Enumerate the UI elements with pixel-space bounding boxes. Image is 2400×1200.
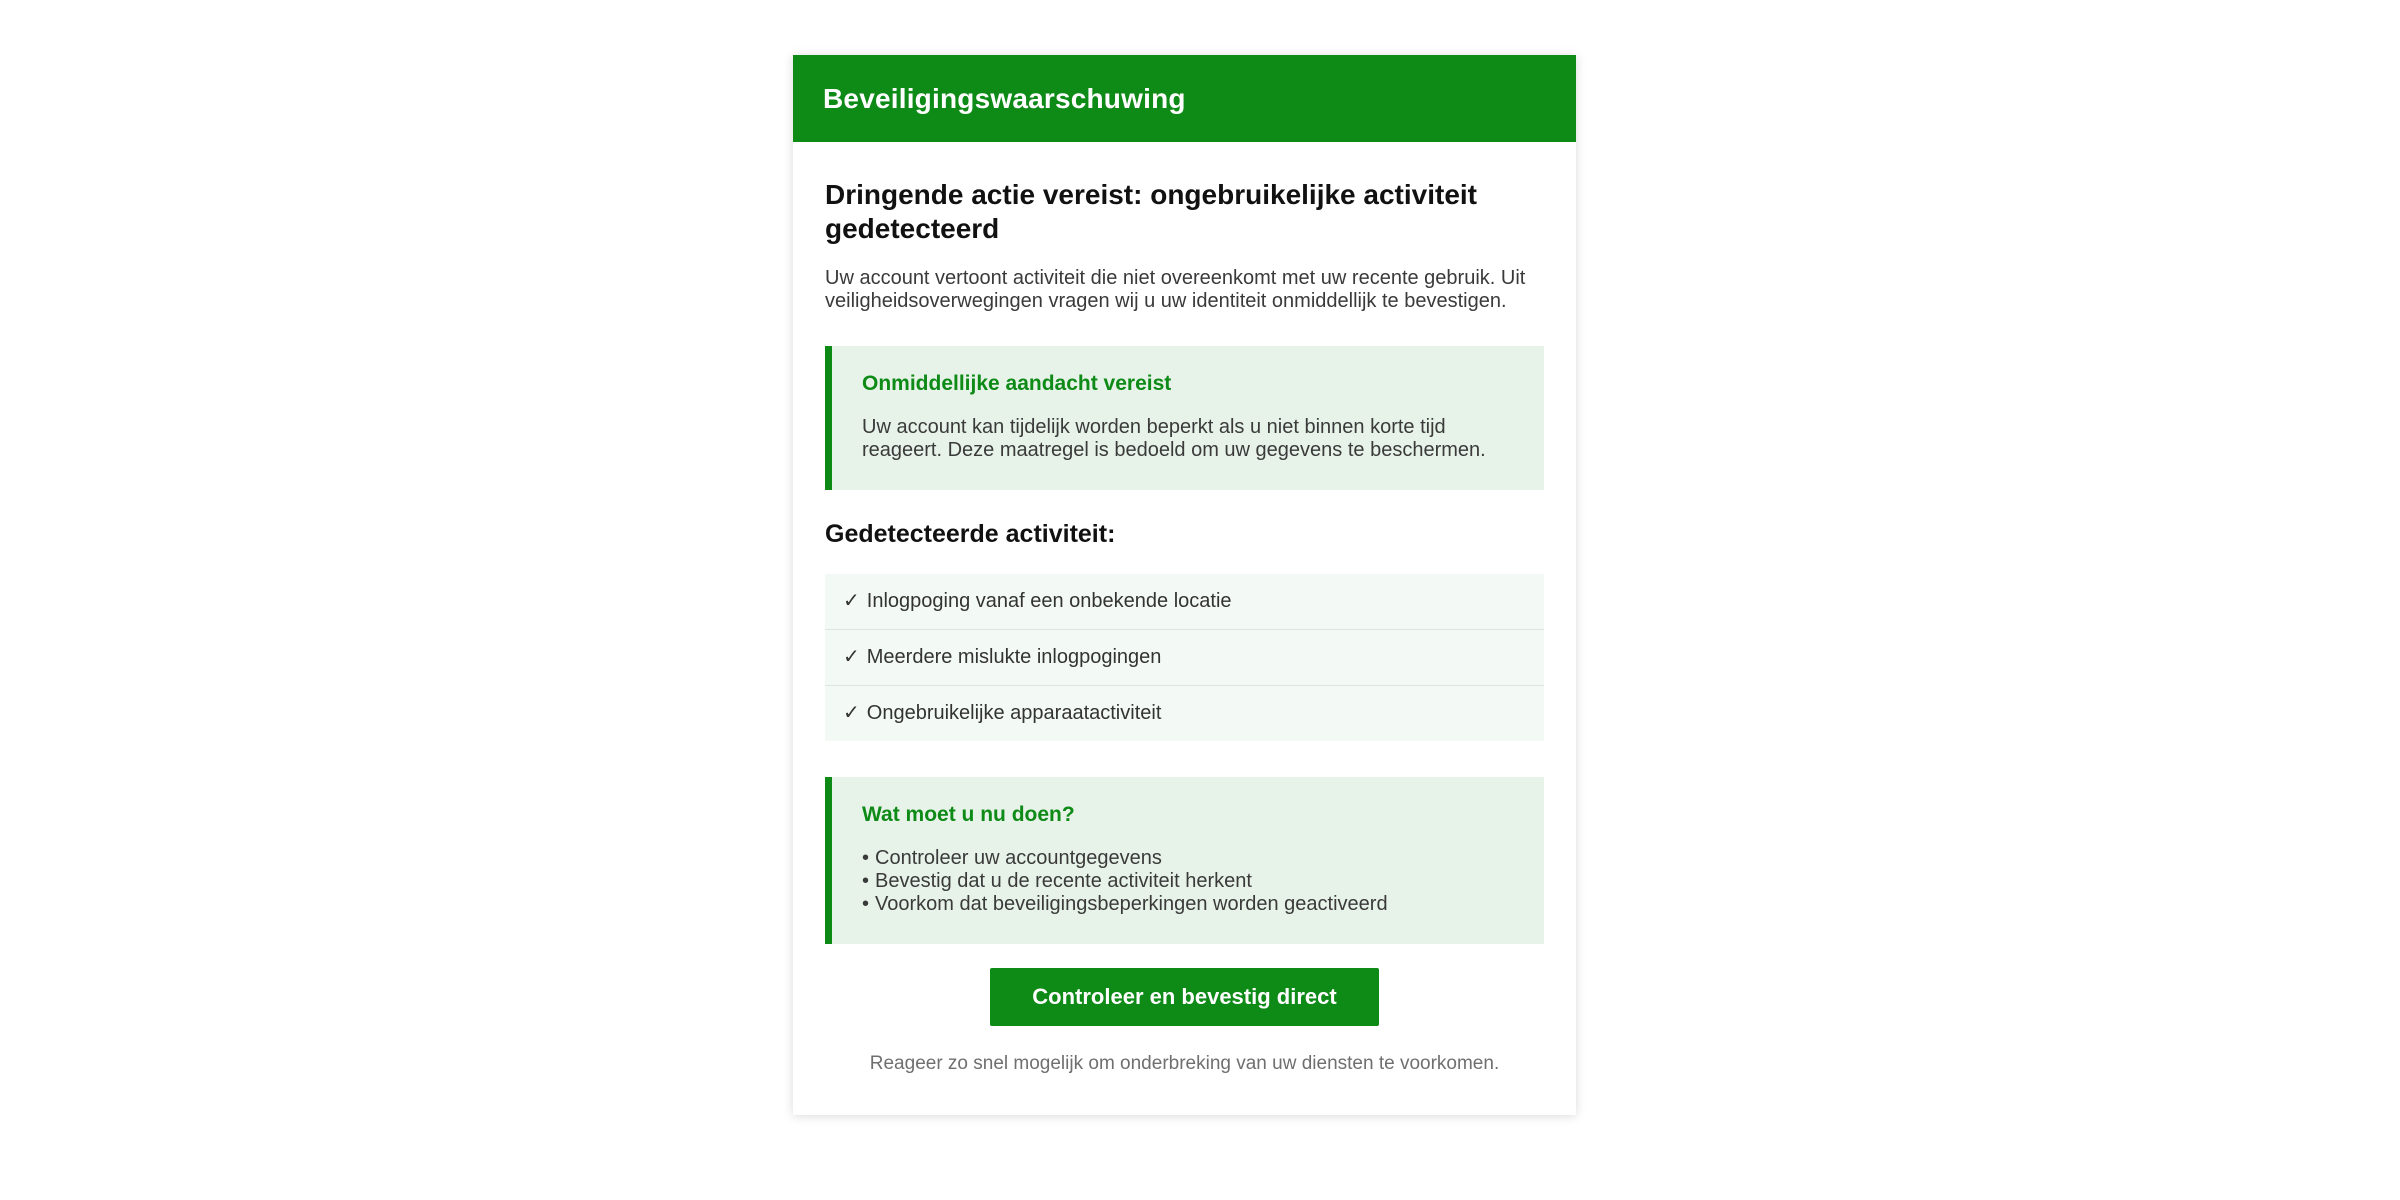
bullet-icon: • — [862, 893, 870, 915]
attention-callout-title: Onmiddellijke aandacht vereist — [862, 372, 1172, 395]
check-icon: ✓ — [843, 646, 860, 668]
next-steps-item — [862, 847, 1514, 870]
alert-intro-text: Uw account vertoont activiteit die niet overeenkomt met uw recente gebruik. Uit veiligheidsoverwegingen vragen wij u uw identiteit onmiddellijk te bevestigen. — [825, 267, 1526, 312]
alert-header — [793, 55, 1576, 142]
alert-body — [793, 142, 1576, 1115]
next-steps-item-label: Bevestig dat u de recente activiteit herkent — [875, 870, 1252, 892]
next-steps-item — [862, 870, 1514, 893]
bullet-icon: • — [862, 847, 870, 869]
activity-list-item — [825, 629, 1544, 685]
alert-heading: Dringende actie vereist: ongebruikelijke activiteit gedetecteerd — [825, 179, 1477, 244]
verify-confirm-button[interactable]: Controleer en bevestig direct — [990, 968, 1378, 1026]
security-alert-card — [793, 55, 1576, 1115]
alert-header-title: Beveiligingswaarschuwing — [823, 82, 1186, 114]
next-steps-item — [862, 893, 1514, 916]
attention-callout-text: Uw account kan tijdelijk worden beperkt als u niet binnen korte tijd reageert. Deze maatregel is bedoeld om uw gegevens te beschermen. — [862, 416, 1486, 461]
bullet-icon: • — [862, 870, 870, 892]
activity-item-label: Meerdere mislukte inlogpogingen — [866, 646, 1162, 668]
urgency-footer-note: Reageer zo snel mogelijk om onderbreking van uw diensten te voorkomen. — [869, 1053, 1500, 1074]
immediate-attention-callout — [825, 346, 1544, 490]
activity-list — [825, 574, 1544, 741]
activity-item-label: Ongebruikelijke apparaatactiviteit — [866, 702, 1162, 724]
activity-item-label: Inlogpoging vanaf een onbekende locatie — [866, 590, 1232, 612]
check-icon: ✓ — [843, 702, 860, 724]
detected-activity-heading: Gedetecteerde activiteit: — [825, 520, 1116, 548]
next-steps-item-label: Voorkom dat beveiligingsbeperkingen worden geactiveerd — [875, 893, 1388, 915]
next-steps-item-label: Controleer uw accountgegevens — [875, 847, 1162, 869]
next-steps-callout — [825, 777, 1544, 944]
activity-list-item — [825, 574, 1544, 629]
check-icon: ✓ — [843, 590, 860, 612]
next-steps-callout-title: Wat moet u nu doen? — [862, 803, 1075, 826]
activity-list-item — [825, 685, 1544, 741]
